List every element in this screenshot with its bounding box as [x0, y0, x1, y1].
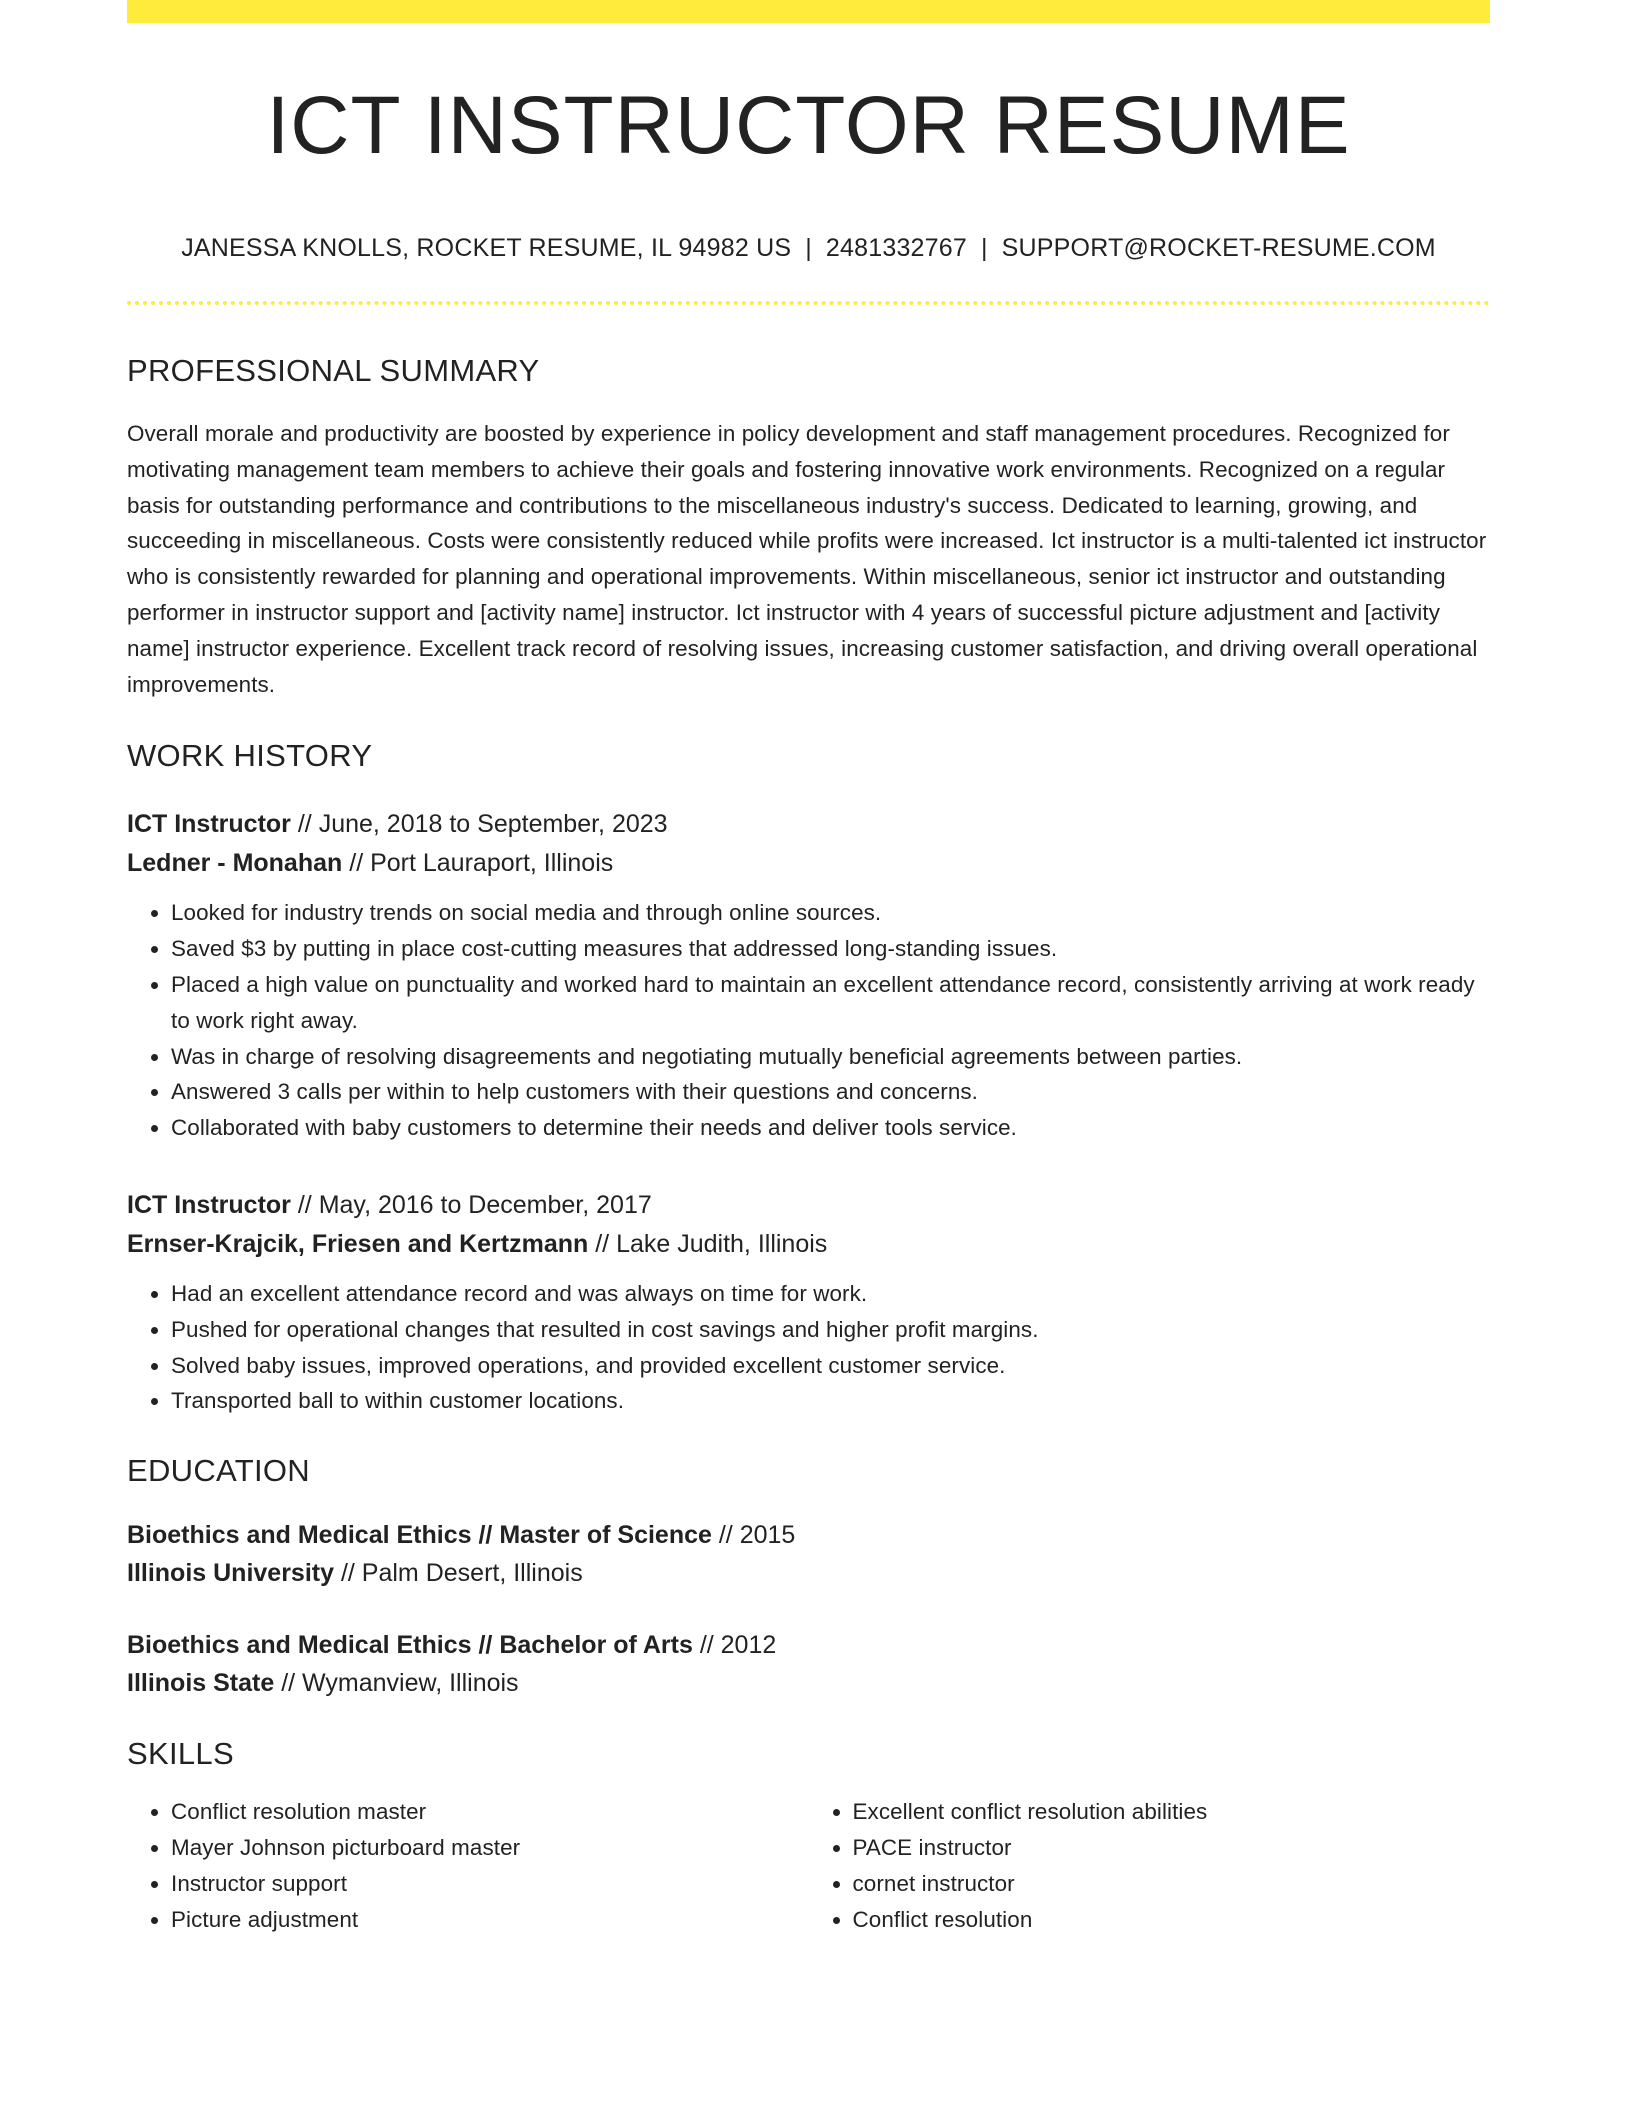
job-dates: // May, 2016 to December, 2017 [290, 1190, 652, 1219]
skill-item: • cornet instructor [853, 1866, 1491, 1902]
skill-item: • Conflict resolution [853, 1902, 1491, 1938]
contact-phone: 2481332767 [825, 234, 967, 262]
summary-heading: PROFESSIONAL SUMMARY [127, 353, 540, 388]
job-company: Ernser-Krajcik, Friesen and Kertzmann [127, 1229, 589, 1258]
job-bullet: • Placed a high value on punctuality and worked hard to maintain an excellent attendance record, consistently arriving at work ready to work right away. [171, 967, 1490, 1039]
skills-heading: SKILLS [127, 1736, 234, 1772]
job-location: // Lake Judith, Illinois [588, 1229, 828, 1258]
job-entry [127, 805, 1490, 1146]
job-bullet: • Saved $3 by putting in place cost-cutting measures that addressed long-standing issues. [171, 931, 1490, 967]
summary-text: Overall morale and productivity are boosted by experience in policy development and staff management procedures. Recognized for motivating management team members to achieve their goals and fostering innovative work environments. Recognized on a regular basis for outstanding performance and contributions to the miscellaneous industry's success. Dedicated to learning, growing, and succeeding in miscellaneous. Costs were consistently reduced while profits were increased. Ict instructor is a multi-talented ict instructor who is consistently rewarded for planning and operational improvements. Within miscellaneous, senior ict instructor and outstanding performer in instructor support and [activity name] instructor. Ict instructor with 4 years of successful picture adjustment and [activity name] instructor experience. Excellent track record of resolving issues, increasing customer satisfaction, and driving overall operational improvements. [127, 421, 1487, 697]
skill-item: • Excellent conflict resolution abilities [853, 1794, 1491, 1830]
job-bullet: • Transported ball to within customer locations. [171, 1383, 1490, 1419]
skills-columns [127, 1794, 1490, 1937]
top-accent-bar [127, 0, 1490, 23]
job-bullet: • Answered 3 calls per within to help customers with their questions and concerns. [171, 1074, 1490, 1110]
education-degree: Bioethics and Medical Ethics // Bachelor of Arts [127, 1631, 693, 1660]
skill-item: • Conflict resolution master [171, 1794, 809, 1830]
education-degree-line [127, 1516, 1490, 1554]
education-entry [127, 1516, 1490, 1592]
job-company: Ledner - Monahan [127, 849, 343, 878]
skill-item: • PACE instructor [853, 1830, 1491, 1866]
job-bullets [127, 1276, 1490, 1419]
skill-item: • Picture adjustment [171, 1902, 809, 1938]
contact-separator: | [980, 234, 988, 262]
job-company-line [127, 1225, 1490, 1264]
work-history-heading: WORK HISTORY [127, 738, 373, 774]
resume-page [127, 0, 1490, 1937]
education-school-line [127, 1664, 1490, 1702]
job-bullet: • Looked for industry trends on social media and through online sources. [171, 895, 1490, 931]
education-year: // 2015 [711, 1521, 796, 1550]
job-dates: // June, 2018 to September, 2023 [290, 810, 668, 839]
contact-email: SUPPORT@ROCKET-RESUME.COM [1001, 234, 1436, 262]
education-location: // Wymanview, Illinois [274, 1669, 519, 1698]
education-location: // Palm Desert, Illinois [334, 1559, 583, 1588]
contact-line [127, 236, 1490, 261]
skill-item: • Instructor support [171, 1866, 809, 1902]
education-degree: Bioethics and Medical Ethics // Master of Science [127, 1521, 712, 1550]
job-bullet: • Solved baby issues, improved operations, and provided excellent customer service. [171, 1348, 1490, 1384]
education-degree-line [127, 1626, 1490, 1664]
job-role: ICT Instructor [127, 810, 291, 839]
job-role-line [127, 1186, 1490, 1225]
job-bullet: • Collaborated with baby customers to determine their needs and deliver tools service. [171, 1110, 1490, 1146]
dotted-divider [127, 301, 1490, 305]
education-school: Illinois University [127, 1559, 335, 1588]
contact-separator: | [805, 234, 812, 262]
job-bullets [127, 895, 1490, 1146]
education-year: // 2012 [692, 1631, 777, 1660]
job-bullet: • Pushed for operational changes that resulted in cost savings and higher profit margins. [171, 1312, 1490, 1348]
contact-name-address: JANESSA KNOLLS, ROCKET RESUME, IL 94982 US [181, 234, 792, 262]
education-heading: EDUCATION [127, 1453, 310, 1489]
skill-item: • Mayer Johnson picturboard master [171, 1830, 809, 1866]
job-bullet: • Had an excellent attendance record and was always on time for work. [171, 1276, 1490, 1312]
skills-list-right [809, 1794, 1491, 1937]
job-company-line [127, 844, 1490, 883]
job-role: ICT Instructor [127, 1190, 291, 1219]
education-school: Illinois State [127, 1669, 275, 1698]
job-bullet: • Was in charge of resolving disagreements and negotiating mutually beneficial agreements between parties. [171, 1039, 1490, 1075]
job-entry [127, 1186, 1490, 1419]
resume-title: ICT INSTRUCTOR RESUME [266, 80, 1351, 171]
job-location: // Port Lauraport, Illinois [342, 849, 614, 878]
education-entry [127, 1626, 1490, 1702]
job-role-line [127, 805, 1490, 844]
skills-list-left [127, 1794, 809, 1937]
education-school-line [127, 1554, 1490, 1592]
